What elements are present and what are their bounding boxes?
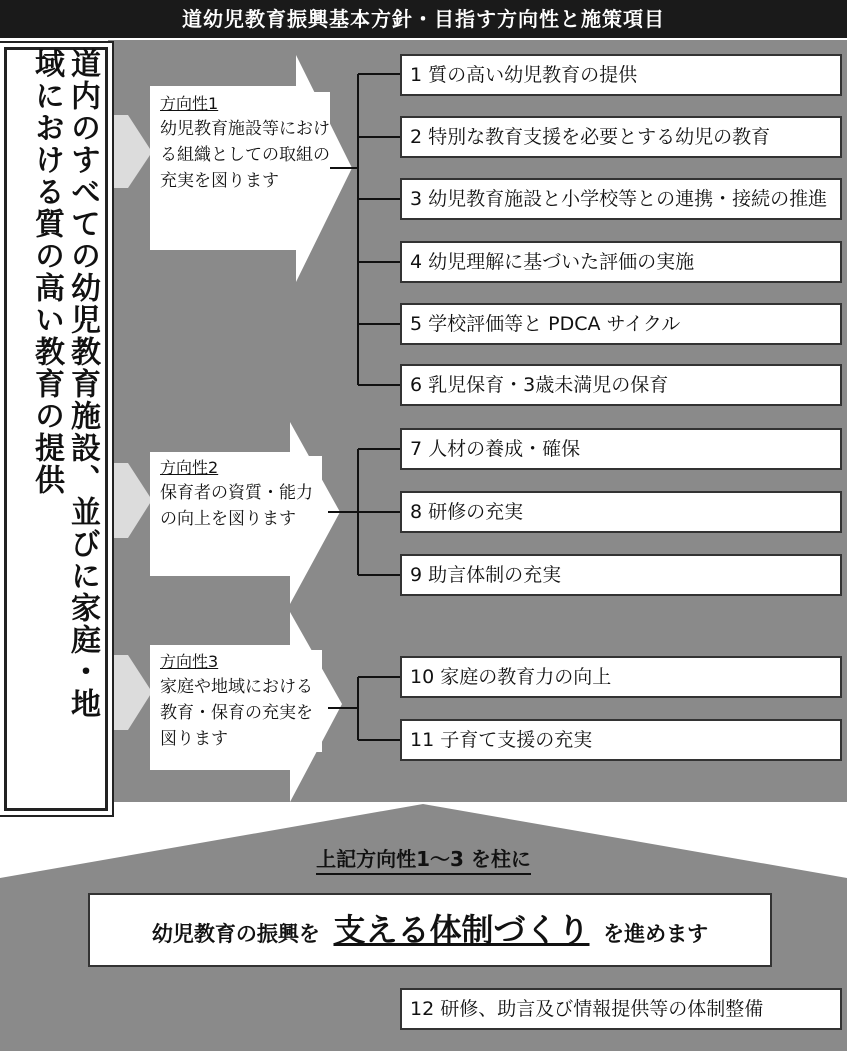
measure-item-1: 1 質の高い幼児教育の提供 xyxy=(400,54,842,96)
direction-2 xyxy=(152,456,322,532)
measure-item-10: 10 家庭の教育力の向上 xyxy=(400,656,842,698)
measure-item-9: 9 助言体制の充実 xyxy=(400,554,842,596)
direction-1-text: 幼児教育施設等における組織としての取組の充実を図ります xyxy=(160,119,330,191)
direction-3-label: 方向性3 xyxy=(160,652,219,671)
direction-3 xyxy=(152,650,322,752)
measure-item-7: 7 人材の養成・確保 xyxy=(400,428,842,470)
system-statement xyxy=(88,893,772,967)
pillar-caption xyxy=(0,843,847,872)
direction-1 xyxy=(152,92,330,194)
pillar-caption-text: 上記方向性1～3 を柱に xyxy=(316,847,531,875)
direction-3-text: 家庭や地域における教育・保育の充実を図ります xyxy=(160,677,313,749)
measure-item-5: 5 学校評価等と PDCA サイクル xyxy=(400,303,842,345)
measure-item-6: 6 乳児保育・3歳未満児の保育 xyxy=(400,364,842,406)
page-title: 道幼児教育振興基本方針・目指す方向性と施策項目 xyxy=(0,0,847,38)
direction-2-label: 方向性2 xyxy=(160,458,219,477)
measure-item-3: 3 幼児教育施設と小学校等との連携・接続の推進 xyxy=(400,178,842,220)
measure-item-4: 4 幼児理解に基づいた評価の実施 xyxy=(400,241,842,283)
measure-item-11: 11 子育て支援の充実 xyxy=(400,719,842,761)
measure-item-12: 12 研修、助言及び情報提供等の体制整備 xyxy=(400,988,842,1030)
system-prefix: 幼児教育の振興を xyxy=(151,922,320,946)
measure-item-8: 8 研修の充実 xyxy=(400,491,842,533)
system-suffix: を進めます xyxy=(603,922,709,946)
measure-item-2: 2 特別な教育支援を必要とする幼児の教育 xyxy=(400,116,842,158)
system-emphasis: 支える体制づくり xyxy=(333,911,590,949)
direction-1-label: 方向性1 xyxy=(160,94,219,113)
vision-text: 道内のすべての幼児教育施設、並びに家庭・地域における質の高い教育の提供 xyxy=(29,48,100,720)
direction-2-text: 保育者の資質・能力の向上を図ります xyxy=(160,483,313,529)
